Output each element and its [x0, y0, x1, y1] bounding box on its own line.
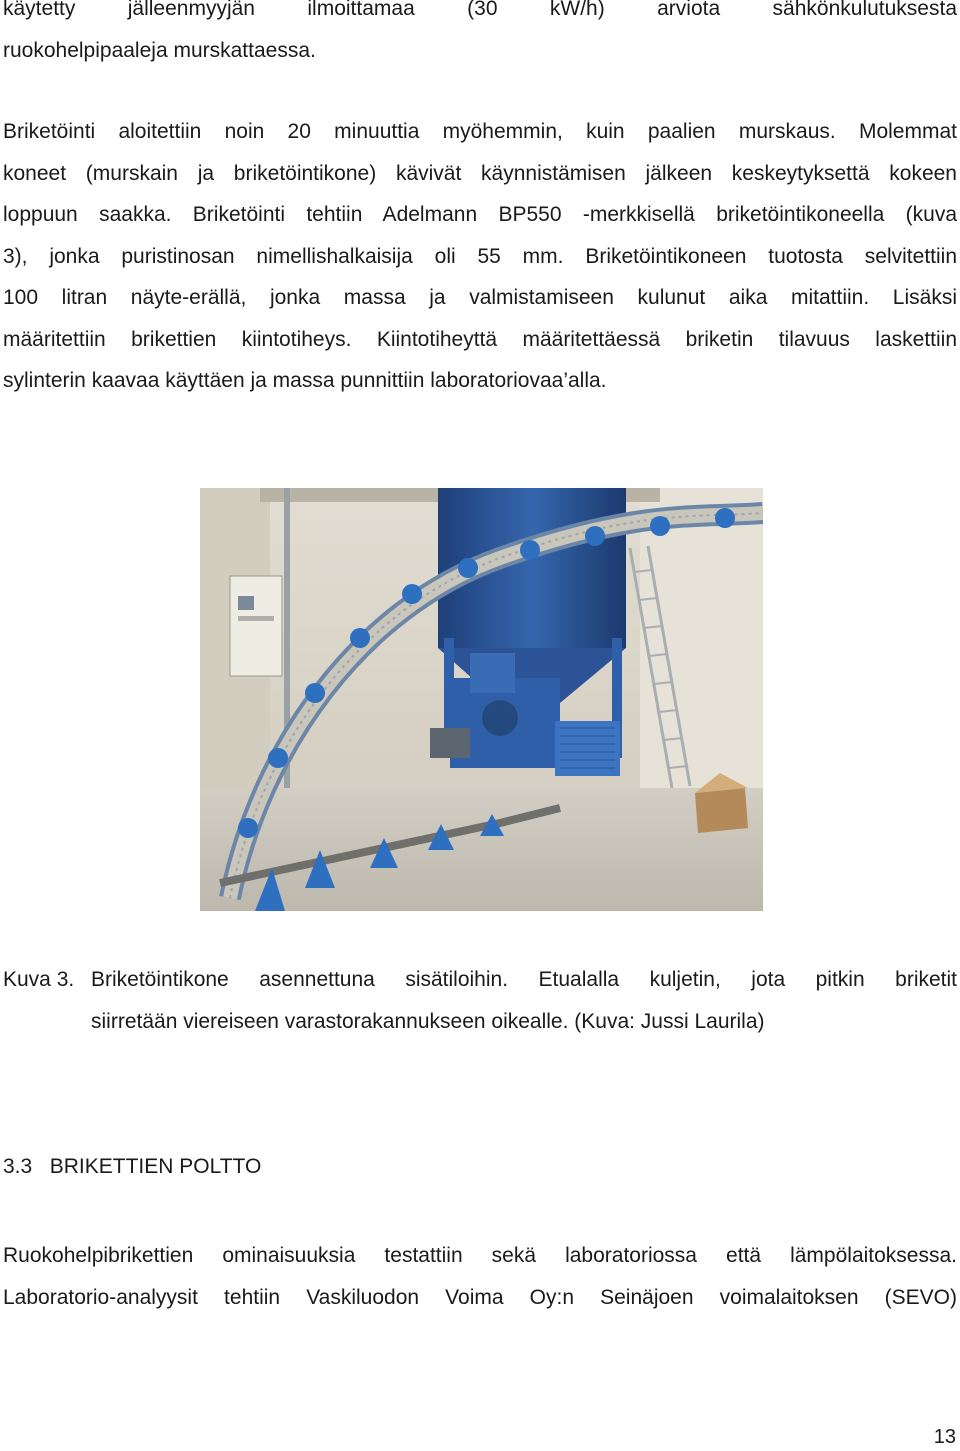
text-line: Ruokohelpibrikettien ominaisuuksia testattiin sekä laboratoriossa että lämpölaitoksessa.	[3, 1244, 957, 1267]
caption-line: siirretään viereiseen varastorakannukseen oikealle. (Kuva: Jussi Laurila)	[91, 1010, 765, 1033]
text-line: koneet (murskain ja briketöintikone) kävivät käynnistämisen jälkeen keskeytyksettä kokeen	[3, 161, 957, 185]
caption-text	[91, 959, 957, 1043]
paragraph-briquetting	[3, 111, 957, 402]
paragraph-continuation	[3, 0, 957, 71]
text-line: Laboratorio-analyysit tehtiin Vaskiluodon Voima Oy:n Seinäjoen voimalaitoksen (SEVO)	[3, 1285, 957, 1309]
paragraph-combustion	[3, 1235, 957, 1318]
text-line: 100 litran näyte-erällä, jonka massa ja valmistamiseen kulunut aika mitattiin. Lisäksi	[3, 286, 957, 309]
text-line: ruokohelpipaaleja murskattaessa.	[3, 38, 316, 62]
section-number: 3.3	[3, 1155, 33, 1178]
section-title: BRIKETTIEN POLTTO	[49, 1155, 262, 1178]
text-line: Briketöinti aloitettiin noin 20 minuuttia myöhemmin, kuin paalien murskaus. Molemmat	[3, 120, 957, 143]
page-number: 13	[933, 1426, 956, 1448]
section-heading	[3, 1152, 261, 1182]
caption-label: Kuva 3.	[3, 968, 75, 991]
figure-photo-briquetting-machine	[200, 488, 763, 911]
caption-line: Briketöintikone asennettuna sisätiloihin. Etualalla kuljetin, jota pitkin briketit	[91, 968, 957, 991]
text-line: käytetty jälleenmyyjän ilmoittamaa (30 kW/h) arviota sähkönkulutuksesta	[3, 0, 957, 20]
text-line: sylinterin kaavaa käyttäen ja massa punnittiin laboratoriovaa’alla.	[3, 369, 607, 392]
text-line: määritettiin brikettien kiintotiheys. Kiintotiheyttä määritettäessä briketin tilavuus laskettiin	[3, 327, 957, 351]
text-line: 3), jonka puristinosan nimellishalkaisija oli 55 mm. Briketöintikoneen tuotosta selvitettiin	[3, 244, 957, 268]
text-line: loppuun saakka. Briketöinti tehtiin Adelmann BP550 -merkkisellä briketöintikoneella (kuva	[3, 203, 957, 226]
